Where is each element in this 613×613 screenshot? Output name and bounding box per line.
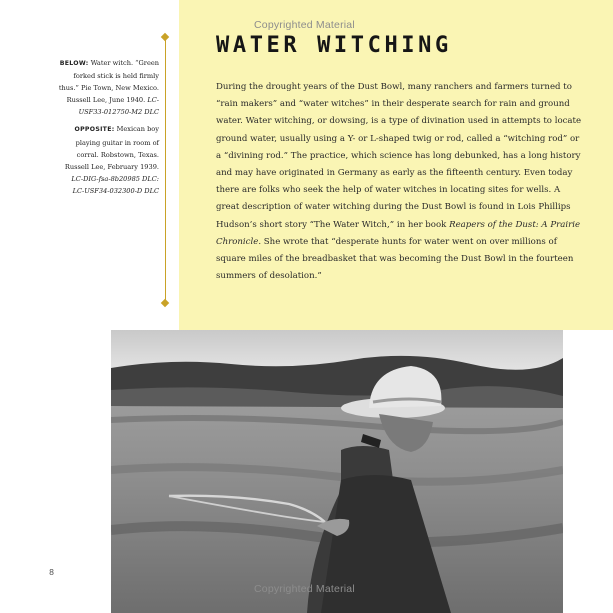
caption-opposite (58, 123, 159, 197)
caption-below-ref: LC-USF33-012750-M2 DLC (78, 96, 159, 117)
article-body (216, 79, 586, 285)
page-title: WATER WITCHING (216, 33, 452, 58)
caption-below (58, 57, 159, 118)
watermark-top: Copyrighted Material (254, 19, 355, 31)
caption-opposite-text: Mexican boy playing guitar in room of corral. Robstown, Texas. Russell Lee, February 1939. (64, 125, 159, 171)
caption-opposite-ref: LC-DIG-fsa-8b20985 DLC: LC-USF34-032300-D DLC (71, 174, 159, 195)
photo-captions (58, 57, 159, 202)
rule-bottom-ornament (161, 299, 169, 307)
caption-opposite-label: OPPOSITE: (74, 126, 115, 134)
page-number: 8 (49, 568, 55, 577)
rule-top-ornament (161, 33, 169, 41)
book-title: Reapers of the Dust: A Prairie Chronicle (216, 219, 581, 247)
caption-below-label: BELOW: (59, 60, 89, 67)
sidebar-rule (165, 36, 166, 304)
body-text-part1: During the drought years of the Dust Bowl, many ranchers and farmers turned to “rain makers” and “water witches” in their desperate search for rain and ground water. Water witching, or dowsing, is a type of divination used in attempts to locate ground water, usually using a Y- or L-shaped twig or rod, called a “witching rod” or a “divining rod.” The practice, which science has long debunked, has a long history and may have originated in Germany as early as the fifteenth century. Even today there are folks who seek the help of water witches in locating sites for wells. A great description of water witching during the Dust Bowl is found in Lois Phillips Hudson’s short story “The Water Witch,” in her book (216, 82, 582, 230)
caption-below-text: Water witch. “Green forked stick is held firmly thus.” Pie Town, New Mexico. Russell Lee, June 1940. (58, 59, 159, 105)
photo-illustration (111, 330, 563, 613)
water-witch-photo (111, 330, 563, 613)
watermark-bottom: Copyrighted Material (254, 583, 355, 595)
body-text-part2: . She wrote that “desperate hunts for water went on over millions of square miles of the breadbasket that was becoming the Dust Bowl in the fourteen summers of desolation.” (216, 236, 574, 282)
